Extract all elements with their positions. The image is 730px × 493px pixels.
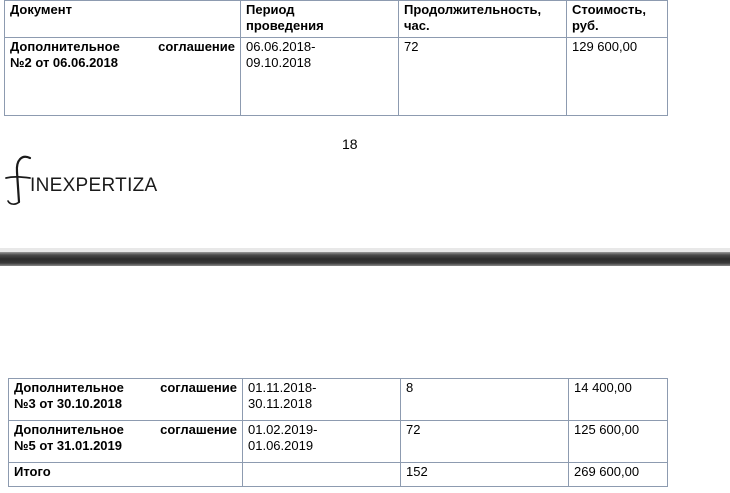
header-cost: Стоимость, руб.: [567, 1, 668, 38]
cell-duration: 72: [399, 38, 567, 116]
contract-table-top: [4, 0, 668, 116]
page-break-divider: [0, 252, 730, 266]
cell-total-label: Итого: [9, 463, 243, 487]
cell-period: 06.06.2018- 09.10.2018: [241, 38, 399, 116]
table-header-row: [5, 1, 668, 38]
cell-duration: 72: [401, 421, 569, 463]
cell-cost: 125 600,00: [569, 421, 668, 463]
table-row: [9, 379, 668, 421]
table-total-row: [9, 463, 668, 487]
cell-duration: 8: [401, 379, 569, 421]
logo-text: INEXPERTIZA: [30, 175, 158, 196]
cell-document: Дополнительное соглашение №2 от 06.06.2018: [5, 38, 241, 116]
cell-total-cost: 269 600,00: [569, 463, 668, 487]
cell-total-period: [243, 463, 401, 487]
cell-document: Дополнительное соглашение №5 от 31.01.2019: [9, 421, 243, 463]
cell-period: 01.02.2019- 01.06.2019: [243, 421, 401, 463]
header-period: Период проведения: [241, 1, 399, 38]
contract-table-bottom: [8, 378, 668, 487]
cell-total-duration: 152: [401, 463, 569, 487]
header-duration: Продолжительность, час.: [399, 1, 567, 38]
header-document: Документ: [5, 1, 241, 38]
cell-cost: 129 600,00: [567, 38, 668, 116]
finexpertiza-logo: [0, 150, 190, 206]
cell-cost: 14 400,00: [569, 379, 668, 421]
cell-document: Дополнительное соглашение №3 от 30.10.2018: [9, 379, 243, 421]
page-number: 18: [342, 136, 358, 152]
table-row: [5, 38, 668, 116]
table-row: [9, 421, 668, 463]
cell-period: 01.11.2018- 30.11.2018: [243, 379, 401, 421]
